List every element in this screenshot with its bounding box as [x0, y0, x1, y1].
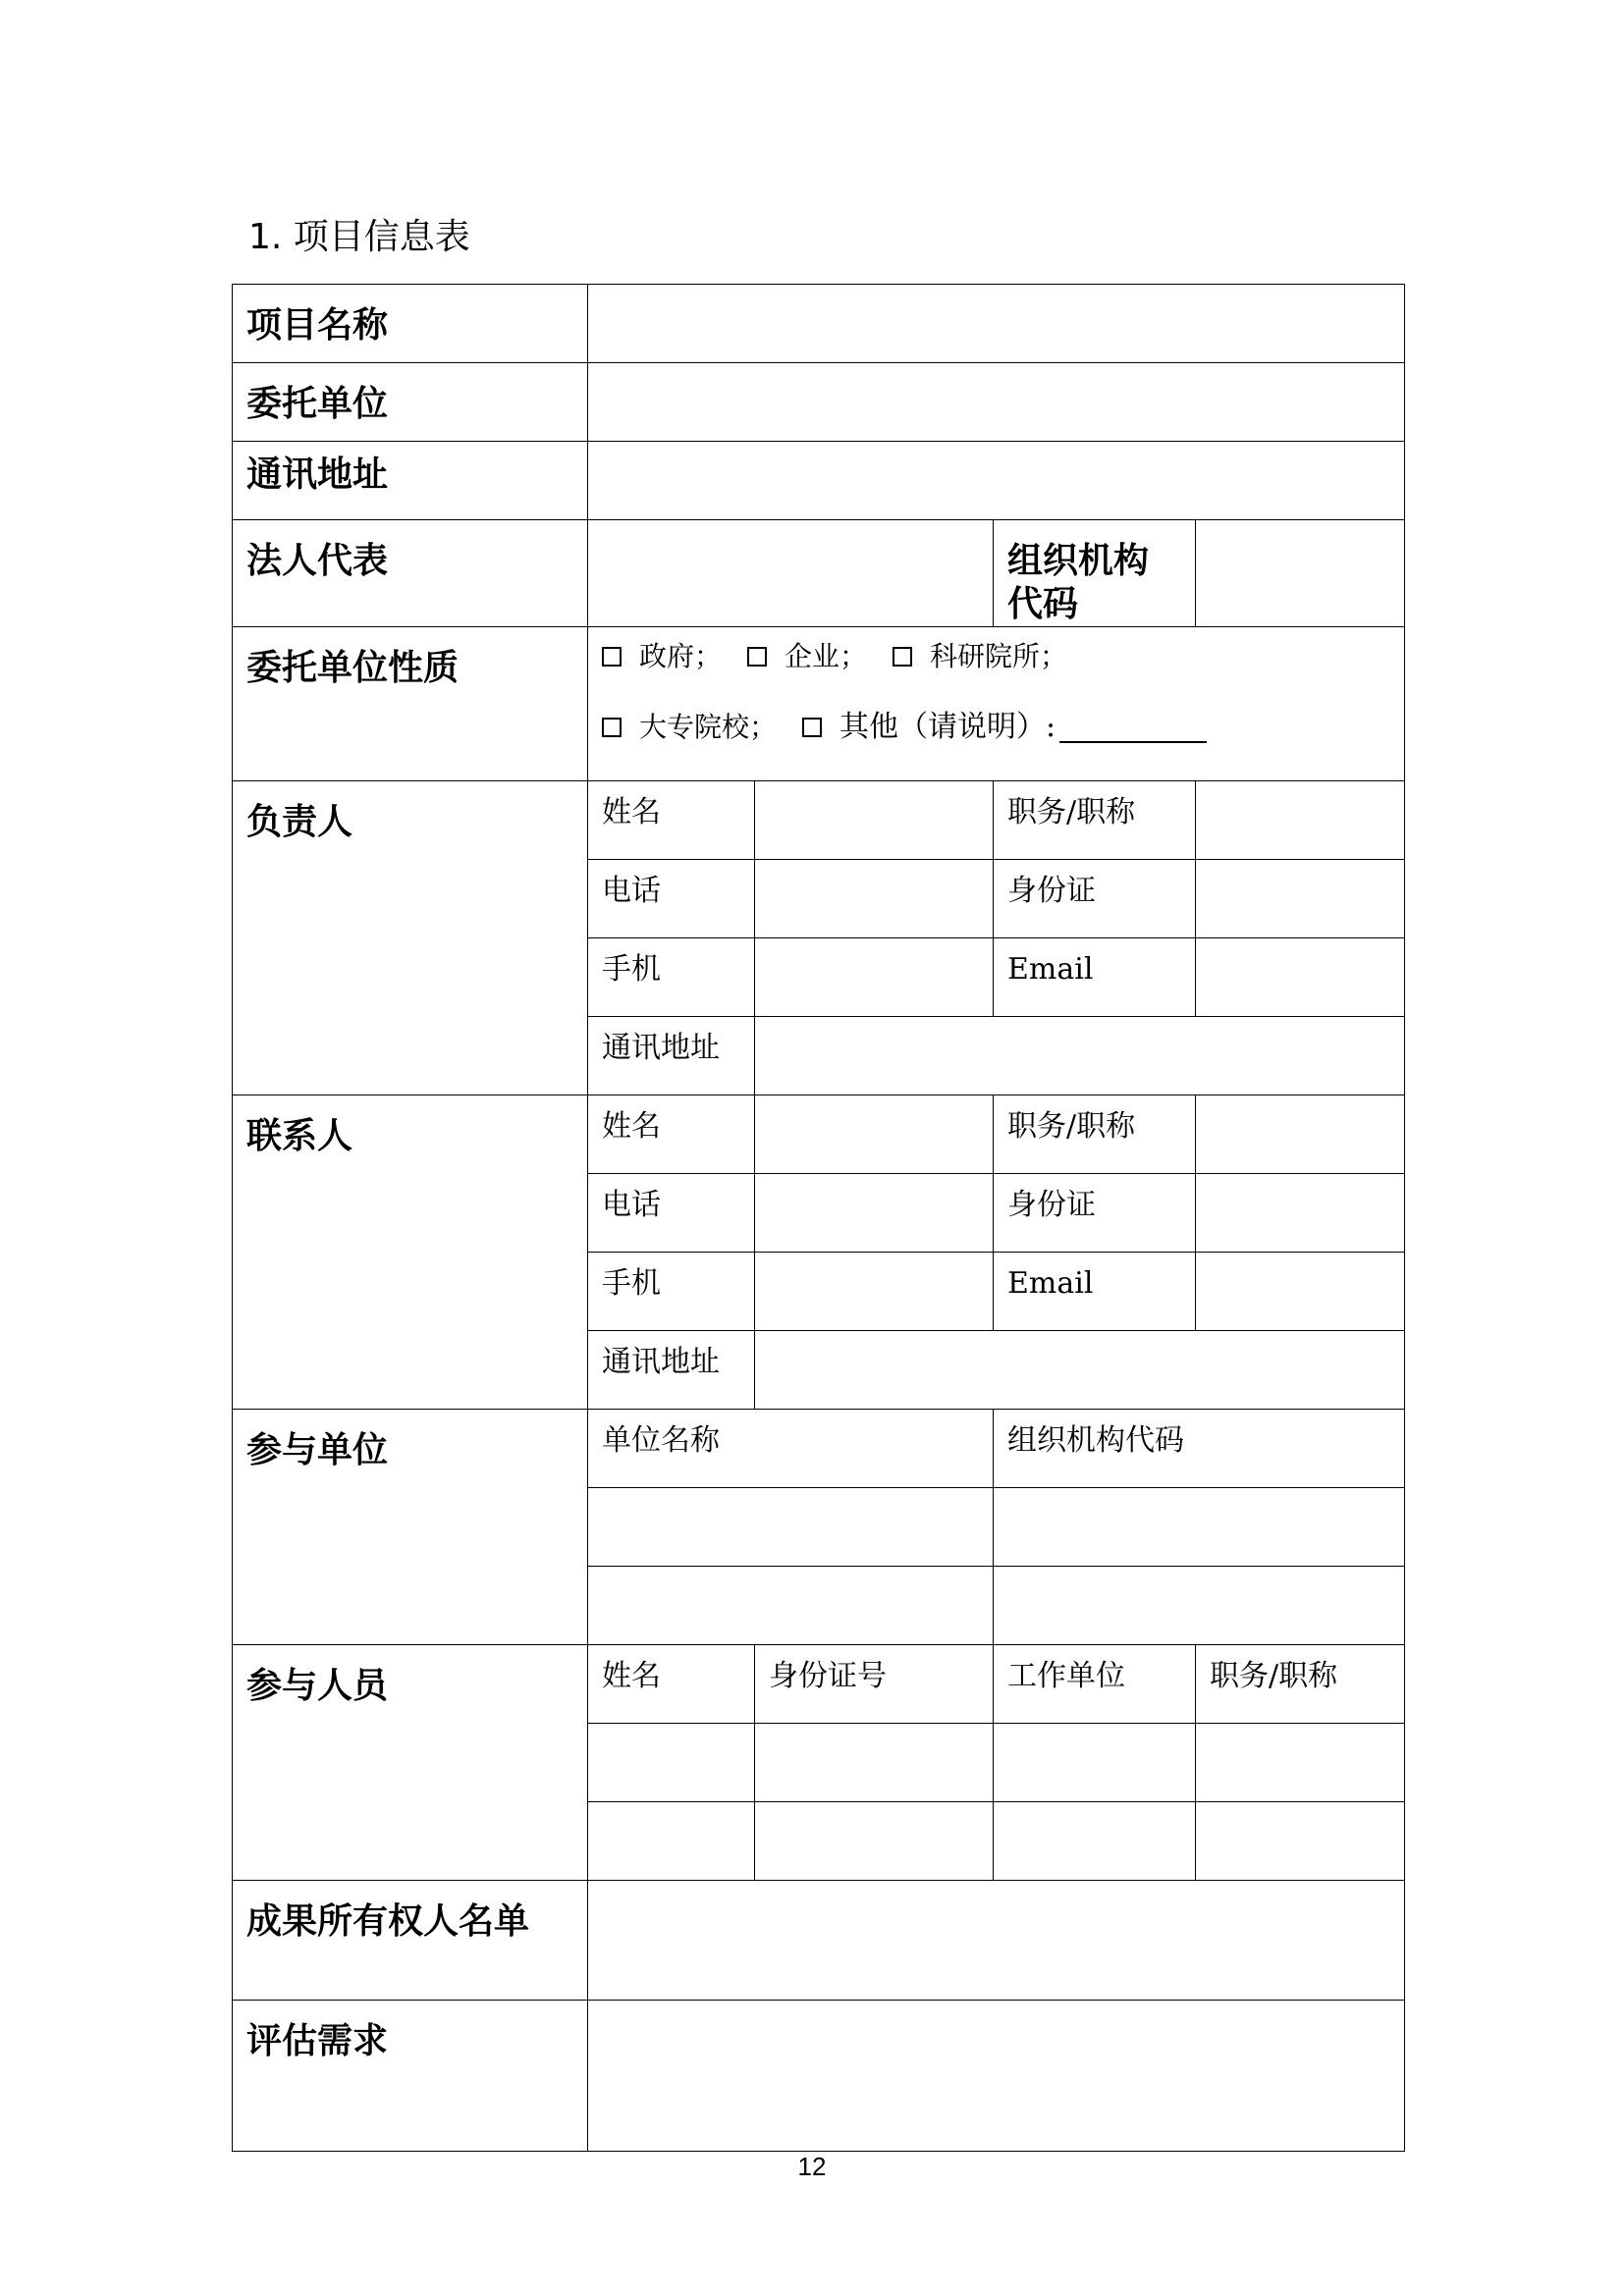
participant-title-header: 职务/职称 — [1196, 1645, 1405, 1724]
person-in-charge-label: 负责人 — [233, 781, 588, 1095]
pic-address-field[interactable] — [755, 1017, 1405, 1095]
contact-mobile-label: 手机 — [588, 1253, 755, 1331]
checkbox-icon[interactable] — [802, 718, 822, 737]
checkbox-icon[interactable] — [893, 647, 912, 667]
pic-email-label: Email — [994, 938, 1196, 1017]
unit-nature-label: 委托单位性质 — [233, 627, 588, 781]
pic-email-field[interactable] — [1196, 938, 1405, 1017]
contact-name-field[interactable] — [755, 1095, 994, 1174]
checkbox-icon[interactable] — [747, 647, 767, 667]
org-code-field[interactable] — [1196, 520, 1405, 627]
contact-name-label: 姓名 — [588, 1095, 755, 1174]
other-blank-line[interactable] — [1059, 712, 1207, 743]
participant-work-field[interactable] — [994, 1724, 1196, 1802]
owners-field[interactable] — [588, 1881, 1405, 2001]
contact-mobile-field[interactable] — [755, 1253, 994, 1331]
unit-code-field[interactable] — [994, 1567, 1405, 1645]
pic-address-label: 通讯地址 — [588, 1017, 755, 1095]
owners-label: 成果所有权人名单 — [233, 1881, 588, 2001]
contact-address-label: 通讯地址 — [588, 1331, 755, 1410]
project-info-table — [232, 284, 1405, 2152]
contact-id-label: 身份证 — [994, 1174, 1196, 1253]
participant-name-header: 姓名 — [588, 1645, 755, 1724]
pic-phone-label: 电话 — [588, 860, 755, 938]
org-code-label: 组织机构代码 — [994, 520, 1196, 627]
address-field[interactable] — [588, 442, 1405, 520]
pic-phone-field[interactable] — [755, 860, 994, 938]
participant-title-field[interactable] — [1196, 1724, 1405, 1802]
pic-id-label: 身份证 — [994, 860, 1196, 938]
contact-title-field[interactable] — [1196, 1095, 1405, 1174]
contact-email-field[interactable] — [1196, 1253, 1405, 1331]
legal-rep-label: 法人代表 — [233, 520, 588, 627]
pic-mobile-label: 手机 — [588, 938, 755, 1017]
page-number: 12 — [797, 2152, 827, 2181]
checkbox-icon[interactable] — [602, 647, 622, 667]
participating-units-label: 参与单位 — [233, 1410, 588, 1645]
contact-title-label: 职务/职称 — [994, 1095, 1196, 1174]
client-unit-label: 委托单位 — [233, 363, 588, 442]
evaluation-label: 评估需求 — [233, 2001, 588, 2152]
pic-mobile-field[interactable] — [755, 938, 994, 1017]
legal-rep-field[interactable] — [588, 520, 994, 627]
contact-address-field[interactable] — [755, 1331, 1405, 1410]
contact-id-field[interactable] — [1196, 1174, 1405, 1253]
evaluation-field[interactable] — [588, 2001, 1405, 2152]
project-name-label: 项目名称 — [233, 285, 588, 363]
unit-name-field[interactable] — [588, 1567, 994, 1645]
contact-phone-label: 电话 — [588, 1174, 755, 1253]
unit-nature-options — [588, 627, 1405, 781]
checkbox-icon[interactable] — [602, 718, 622, 737]
participant-id-header: 身份证号 — [755, 1645, 994, 1724]
participant-work-field[interactable] — [994, 1802, 1196, 1881]
participant-name-field[interactable] — [588, 1802, 755, 1881]
project-name-field[interactable] — [588, 285, 1405, 363]
unit-code-field[interactable] — [994, 1488, 1405, 1567]
participants-label: 参与人员 — [233, 1645, 588, 1881]
option-other[interactable]: 其他（请说明）: — [802, 710, 1207, 745]
client-unit-field[interactable] — [588, 363, 1405, 442]
option-enterprise[interactable]: 企业； — [747, 639, 867, 674]
pic-title-label: 职务/职称 — [994, 781, 1196, 860]
unit-name-header: 单位名称 — [588, 1410, 994, 1488]
pic-id-field[interactable] — [1196, 860, 1405, 938]
participant-id-field[interactable] — [755, 1724, 994, 1802]
option-research[interactable]: 科研院所； — [893, 639, 1067, 674]
address-label: 通讯地址 — [233, 442, 588, 520]
pic-title-field[interactable] — [1196, 781, 1405, 860]
option-gov[interactable]: 政府； — [602, 639, 722, 674]
participant-name-field[interactable] — [588, 1724, 755, 1802]
contact-email-label: Email — [994, 1253, 1196, 1331]
pic-name-field[interactable] — [755, 781, 994, 860]
option-university[interactable]: 大专院校； — [602, 710, 777, 745]
section-title: 1. 项目信息表 — [248, 217, 470, 257]
participant-title-field[interactable] — [1196, 1802, 1405, 1881]
unit-name-field[interactable] — [588, 1488, 994, 1567]
participant-id-field[interactable] — [755, 1802, 994, 1881]
pic-name-label: 姓名 — [588, 781, 755, 860]
unit-code-header: 组织机构代码 — [994, 1410, 1405, 1488]
participant-work-header: 工作单位 — [994, 1645, 1196, 1724]
contact-phone-field[interactable] — [755, 1174, 994, 1253]
contact-person-label: 联系人 — [233, 1095, 588, 1410]
